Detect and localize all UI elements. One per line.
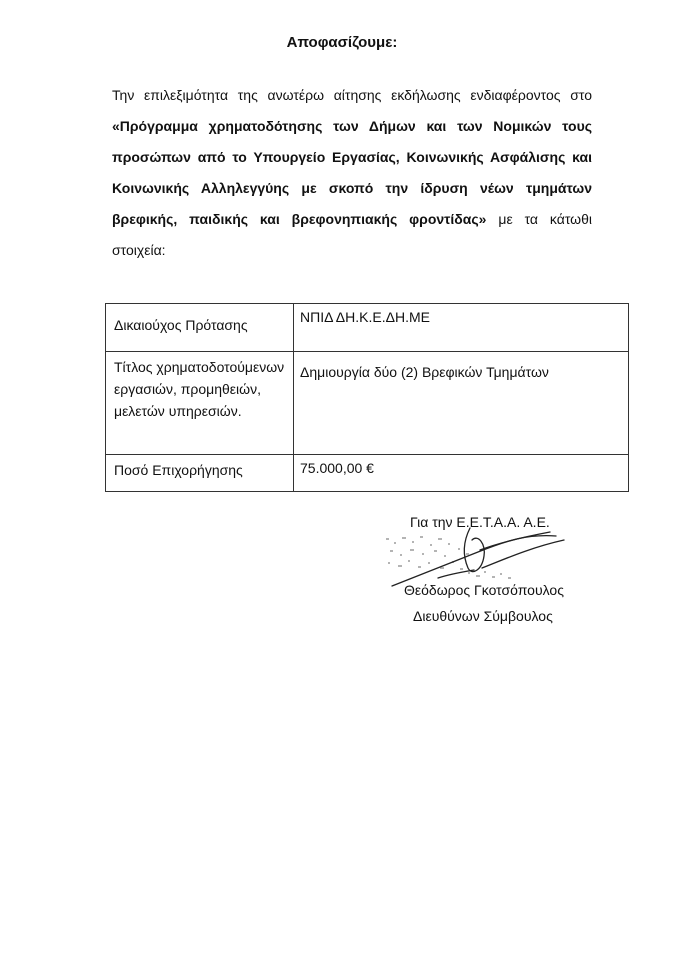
program-title: «Πρόγραμμα χρηματοδότησης των Δήμων και των Νομικών τους προσώπων από το Υπουργείο Εργασίας, Κοινωνικής Ασφάλισης και Κοινωνικής Αλληλεγγύης με σκοπό την ίδρυση νέων τμημάτων βρεφικής, παιδικής και βρεφονηπιακής φροντίδας» [112,118,592,227]
signature-role: Διευθύνων Σύμβουλος [413,608,553,624]
table-value-amount: 75.000,00 € [294,455,629,492]
table-label-beneficiary: Δικαιούχος Πρότασης [106,304,294,352]
signature-org: Για την Ε.Ε.Τ.Α.Α. Α.Ε. [410,514,550,530]
table-label-amount: Ποσό Επιχορήγησης [106,455,294,492]
signature-name: Θεόδωρος Γκοτσόπουλος [404,582,564,598]
table-row-beneficiary [106,304,629,352]
table-label-title: Τίτλος χρηματοδοτούμενων εργασιών, προμηθειών, μελετών υπηρεσιών. [106,352,294,455]
stamp-noise [386,536,511,579]
table-row-title [106,352,629,455]
proposal-details-table [105,303,629,492]
table-value-beneficiary: ΝΠΙΔ ΔΗ.Κ.Ε.ΔΗ.ΜΕ [294,304,629,352]
table-row-amount [106,455,629,492]
decision-outro: με τα κάτωθι στοιχεία: [112,211,592,258]
table-value-title: Δημιουργία δύο (2) Βρεφικών Τμημάτων [294,352,629,455]
decision-paragraph [112,80,592,266]
signature-stamp-drawing [378,520,578,592]
decision-heading: Αποφασίζουμε: [286,34,398,51]
signature-strokes [392,528,564,586]
decision-intro: Την επιλεξιμότητα της ανωτέρω αίτησης εκδήλωσης ενδιαφέροντος στο [112,87,592,103]
